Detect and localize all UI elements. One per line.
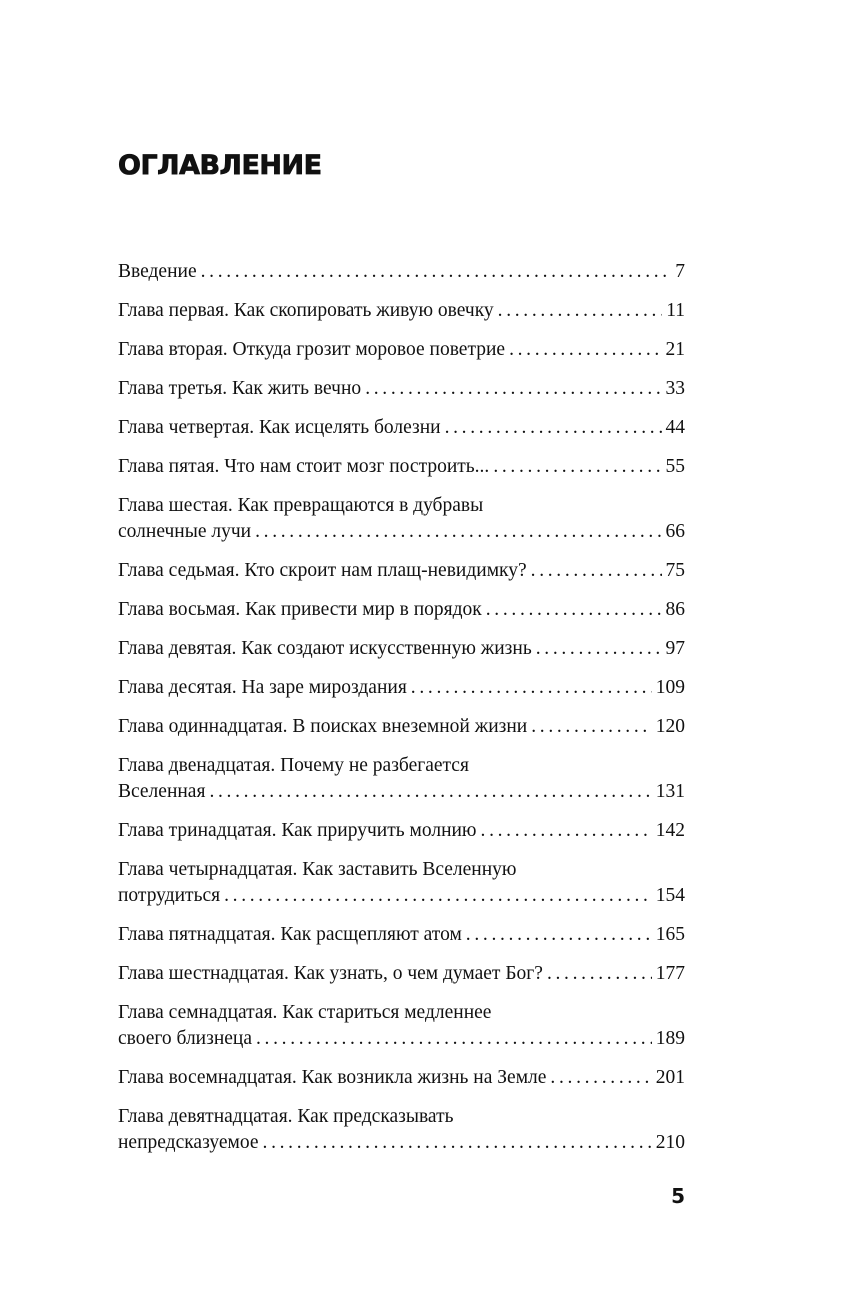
toc-entry-title-line-1: Глава четырнадцатая. Как заставить Вселенную — [118, 859, 517, 880]
toc-entry-chapter-7[interactable] — [118, 558, 685, 597]
toc-entry-chapter-9[interactable] — [118, 636, 685, 675]
dot-leader — [201, 259, 672, 285]
toc-entry-chapter-4[interactable] — [118, 415, 685, 454]
toc-entry-page: 210 — [655, 1132, 685, 1153]
toc-entry-chapter-14[interactable] — [118, 857, 685, 922]
dot-leader — [531, 714, 652, 740]
toc-entry-page: 142 — [655, 820, 685, 841]
dot-leader — [498, 298, 663, 324]
toc-entry-page: 33 — [665, 378, 685, 399]
toc-entry-page: 154 — [655, 885, 685, 906]
dot-leader — [486, 597, 662, 623]
toc-entry-title: Глава пятнадцатая. Как расщепляют атом — [118, 924, 462, 945]
toc-entry-title: Глава вторая. Откуда грозит моровое поветрие — [118, 339, 506, 360]
toc-entry-chapter-12[interactable] — [118, 753, 685, 818]
toc-entry-page: 86 — [665, 599, 685, 620]
toc-entry-title-line-2: Вселенная — [118, 781, 206, 802]
toc-entry-chapter-13[interactable] — [118, 818, 685, 857]
toc-entry-title: Глава восьмая. Как привести мир в порядок — [118, 599, 482, 620]
toc-entry-chapter-17[interactable] — [118, 1000, 685, 1065]
toc-entry-page: 201 — [655, 1067, 685, 1088]
dot-leader — [365, 376, 661, 402]
toc-entry-page: 44 — [665, 417, 685, 438]
toc-entry-title: Глава тринадцатая. Как приручить молнию — [118, 820, 477, 841]
toc-entry-chapter-2[interactable] — [118, 337, 685, 376]
dot-leader — [255, 519, 661, 545]
dot-leader — [547, 961, 652, 987]
toc-entry-page: 120 — [655, 716, 685, 737]
dot-leader — [263, 1130, 652, 1156]
toc-entry-chapter-11[interactable] — [118, 714, 685, 753]
toc-entry-chapter-6[interactable] — [118, 493, 685, 558]
toc-entry-title-line-2: потрудиться — [118, 885, 221, 906]
toc-entry-page: 21 — [665, 339, 685, 360]
toc-entry-title: Введение — [118, 261, 197, 282]
toc-entry-page: 131 — [655, 781, 685, 802]
toc-entry-title: Глава пятая. Что нам стоит мозг построить... — [118, 456, 490, 477]
toc-entry-page: 66 — [665, 521, 685, 542]
toc-entry-title: Глава восемнадцатая. Как возникла жизнь на Земле — [118, 1067, 547, 1088]
toc-entry-page: 75 — [665, 560, 685, 581]
dot-leader — [536, 636, 662, 662]
toc-entry-title-line-1: Глава двенадцатая. Почему не разбегается — [118, 755, 469, 776]
toc-entry-title-line-2: своего близнеца — [118, 1028, 252, 1049]
toc-entry-page: 11 — [666, 300, 685, 321]
toc-entry-chapter-18[interactable] — [118, 1065, 685, 1104]
toc-entry-chapter-15[interactable] — [118, 922, 685, 961]
toc-entry-title-line-2: солнечные лучи — [118, 521, 252, 542]
toc-entry-chapter-19[interactable] — [118, 1104, 685, 1169]
dot-leader — [493, 454, 661, 480]
toc-entry-title-line-1: Глава шестая. Как превращаются в дубравы — [118, 495, 484, 516]
table-of-contents — [118, 259, 685, 1169]
toc-entry-title: Глава шестнадцатая. Как узнать, о чем думает Бог? — [118, 963, 543, 984]
toc-entry-title-line-1: Глава семнадцатая. Как стариться медленнее — [118, 1002, 492, 1023]
toc-entry-title: Глава первая. Как скопировать живую овечку — [118, 300, 494, 321]
toc-entry-chapter-10[interactable] — [118, 675, 685, 714]
toc-entry-title: Глава девятая. Как создают искусственную жизнь — [118, 638, 532, 659]
toc-entry-title-line-1: Глава девятнадцатая. Как предсказывать — [118, 1106, 454, 1127]
toc-entry-chapter-16[interactable] — [118, 961, 685, 1000]
toc-entry-chapter-1[interactable] — [118, 298, 685, 337]
dot-leader — [481, 818, 652, 844]
dot-leader — [256, 1026, 652, 1052]
page-title: ОГЛАВЛЕНИЕ — [118, 150, 322, 181]
toc-entry-page: 109 — [655, 677, 685, 698]
dot-leader — [209, 779, 651, 805]
toc-entry-title: Глава седьмая. Кто скроит нам плащ-невидимку? — [118, 560, 527, 581]
toc-entry-title: Глава одиннадцатая. В поисках внеземной жизни — [118, 716, 528, 737]
dot-leader — [531, 558, 662, 584]
page-number: 5 — [671, 1184, 685, 1208]
toc-entry-title: Глава третья. Как жить вечно — [118, 378, 362, 399]
dot-leader — [509, 337, 661, 363]
dot-leader — [411, 675, 652, 701]
toc-entry-introduction[interactable] — [118, 259, 685, 298]
toc-entry-chapter-3[interactable] — [118, 376, 685, 415]
dot-leader — [224, 883, 652, 909]
toc-entry-page: 55 — [665, 456, 685, 477]
dot-leader — [466, 922, 652, 948]
toc-entry-chapter-5[interactable] — [118, 454, 685, 493]
toc-entry-page: 189 — [655, 1028, 685, 1049]
toc-entry-chapter-8[interactable] — [118, 597, 685, 636]
toc-entry-page: 97 — [665, 638, 685, 659]
dot-leader — [445, 415, 662, 441]
toc-entry-title: Глава десятая. На заре мироздания — [118, 677, 407, 698]
toc-entry-title: Глава четвертая. Как исцелять болезни — [118, 417, 441, 438]
dot-leader — [550, 1065, 651, 1091]
toc-entry-page: 7 — [675, 261, 685, 282]
toc-entry-title-line-2: непредсказуемое — [118, 1132, 259, 1153]
toc-entry-page: 177 — [655, 963, 685, 984]
toc-entry-page: 165 — [655, 924, 685, 945]
